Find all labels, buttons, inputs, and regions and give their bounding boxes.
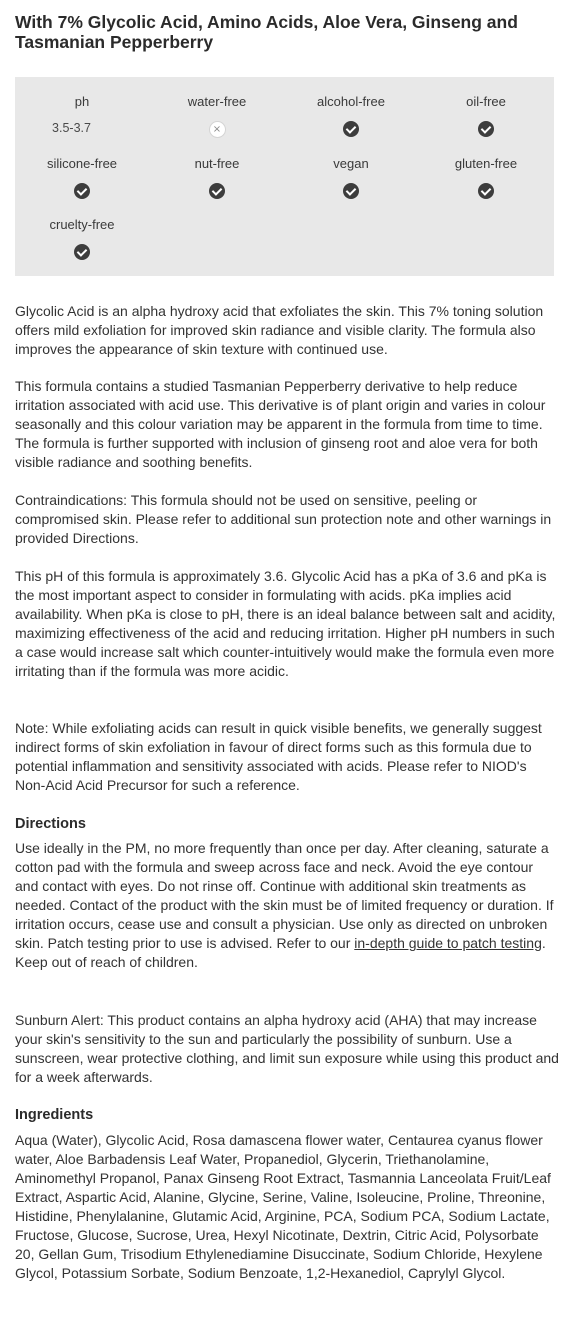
check-circle-icon	[209, 183, 225, 199]
attribute-label: vegan	[333, 156, 369, 171]
product-headline: With 7% Glycolic Acid, Amino Acids, Aloe Vera, Ginseng and Tasmanian Pepperberry	[15, 12, 518, 52]
check-circle-icon	[343, 183, 359, 199]
attribute-water-free	[150, 94, 284, 137]
ingredients-heading: Ingredients	[15, 1107, 94, 1123]
attribute-label: gluten-free	[454, 156, 518, 171]
attribute-cruelty-free	[15, 217, 149, 260]
attribute-alcohol-free	[284, 94, 418, 137]
check-circle-icon	[74, 244, 90, 260]
attribute-vegan	[284, 156, 418, 199]
description-paragraph	[15, 567, 560, 681]
check-circle-icon	[74, 183, 90, 199]
check-circle-icon	[478, 121, 494, 137]
description-paragraph	[15, 302, 560, 359]
description-paragraph	[15, 719, 560, 795]
directions-heading: Directions	[15, 816, 86, 832]
description-paragraph	[15, 377, 560, 472]
ingredients-text: Aqua (Water), Glycolic Acid, Rosa damascena flower water, Centaurea cyanus flower water, Aloe Barbadensis Leaf Water, Propanediol, Glycerin, Triethanolamine, Aminomethyl Propanol, Panax Ginseng Root Extract, Tasmannia Lanceolata Fruit/Leaf Extract, Aspartic Acid, Alanine, Glycine, Serine, Valine, Isoleucine, Proline, Threonine, Histidine, Phenylalanine, Glutamic Acid, Arginine, PCA, Sodium PCA, Sodium Lactate, Fructose, Glucose, Sucrose, Urea, Hexyl Nicotinate, Dextrin, Citric Acid, Polysorbate 20, Gellan Gum, Trisodium Ethylenediamine Disuccinate, Sodium Chloride, Hexylene Glycol, Potassium Sorbate, Sodium Benzoate, 1,2-Hexanediol, Caprylyl Glycol.	[15, 1132, 551, 1281]
cross-circle-icon: ×	[209, 121, 226, 138]
paragraph-text: Glycolic Acid is an alpha hydroxy acid that exfoliates the skin. This 7% toning solution offers mild exfoliation for improved skin radiance and visible clarity. The formula also improves the appearance of skin texture with continued use.	[15, 303, 544, 357]
ingredients-paragraph	[15, 1131, 560, 1283]
attribute-ph	[15, 94, 149, 136]
check-circle-icon	[343, 121, 359, 137]
attribute-oil-free	[419, 94, 553, 137]
directions-paragraph	[15, 839, 560, 972]
attribute-value: 3.5-3.7	[52, 121, 91, 135]
directions-text: Use ideally in the PM, no more frequently than once per day. After cleaning, saturate a cotton pad with the formula and sweep across face and neck. Avoid the eye contour and contact with eyes. Do not rinse off. Continue with additional skin treatments as needed. Contact of the product with the skin must be of limited frequency or duration. If irritation occurs, cease use and consult a physician. Use only as directed on unbroken skin. Patch testing prior to use is advised. Refer to our	[15, 840, 554, 951]
directions-text-end: . Keep out of reach of children.	[15, 935, 546, 970]
description-paragraph	[15, 491, 560, 548]
patch-testing-guide-link[interactable]: in-depth guide to patch testing	[354, 935, 542, 951]
sunburn-alert-text: Sunburn Alert: This product contains an alpha hydroxy acid (AHA) that may increase your skin's sensitivity to the sun and particularly the possibility of sunburn. Use a sunscreen, wear protective clothing, and limit sun exposure while using this product and for a week afterwards.	[15, 1012, 559, 1085]
paragraph-text: Note: While exfoliating acids can result in quick visible benefits, we generally suggest indirect forms of skin exfoliation in favour of direct forms such as this formula due to potential inflammation and sensitivity associated with acids. Please refer to NIOD's Non-Acid Acid Precursor for such a reference.	[15, 720, 542, 793]
attribute-label: oil-free	[466, 94, 506, 109]
attribute-label: nut-free	[194, 156, 240, 171]
paragraph-text: This formula contains a studied Tasmanian Pepperberry derivative to help reduce irritation associated with acid use. This derivative is of plant origin and varies in colour seasonally and this colour variation may be apparent in the formula from time to time. The formula is further supported with inclusion of ginseng root and aloe vera for both visible radiance and soothing benefits.	[15, 378, 546, 470]
attribute-gluten-free	[419, 156, 553, 199]
sunburn-alert-paragraph	[15, 1011, 560, 1087]
attribute-label: ph	[74, 94, 90, 109]
attribute-label: water-free	[187, 94, 247, 109]
attribute-nut-free	[150, 156, 284, 199]
check-circle-icon	[478, 183, 494, 199]
attributes-panel	[15, 77, 554, 276]
attribute-label: cruelty-free	[49, 217, 115, 232]
paragraph-text: This pH of this formula is approximately 3.6. Glycolic Acid has a pKa of 3.6 and pKa is the most important aspect to consider in formulating with acids. pKa implies acid availability. When pKa is close to pH, there is an ideal balance between salt and acidity, maximizing effectiveness of the acid and reducing irritation. Higher pH numbers in such a case would increase salt which counter-intuitively would make the formula even more irritating than if the formula was more acidic.	[15, 568, 556, 679]
attribute-silicone-free	[15, 156, 149, 199]
attribute-label: alcohol-free	[317, 94, 385, 109]
paragraph-text: Contraindications: This formula should not be used on sensitive, peeling or compromised skin. Please refer to additional sun protection note and other warnings in provided Directions.	[15, 492, 552, 546]
attribute-label: silicone-free	[46, 156, 118, 171]
